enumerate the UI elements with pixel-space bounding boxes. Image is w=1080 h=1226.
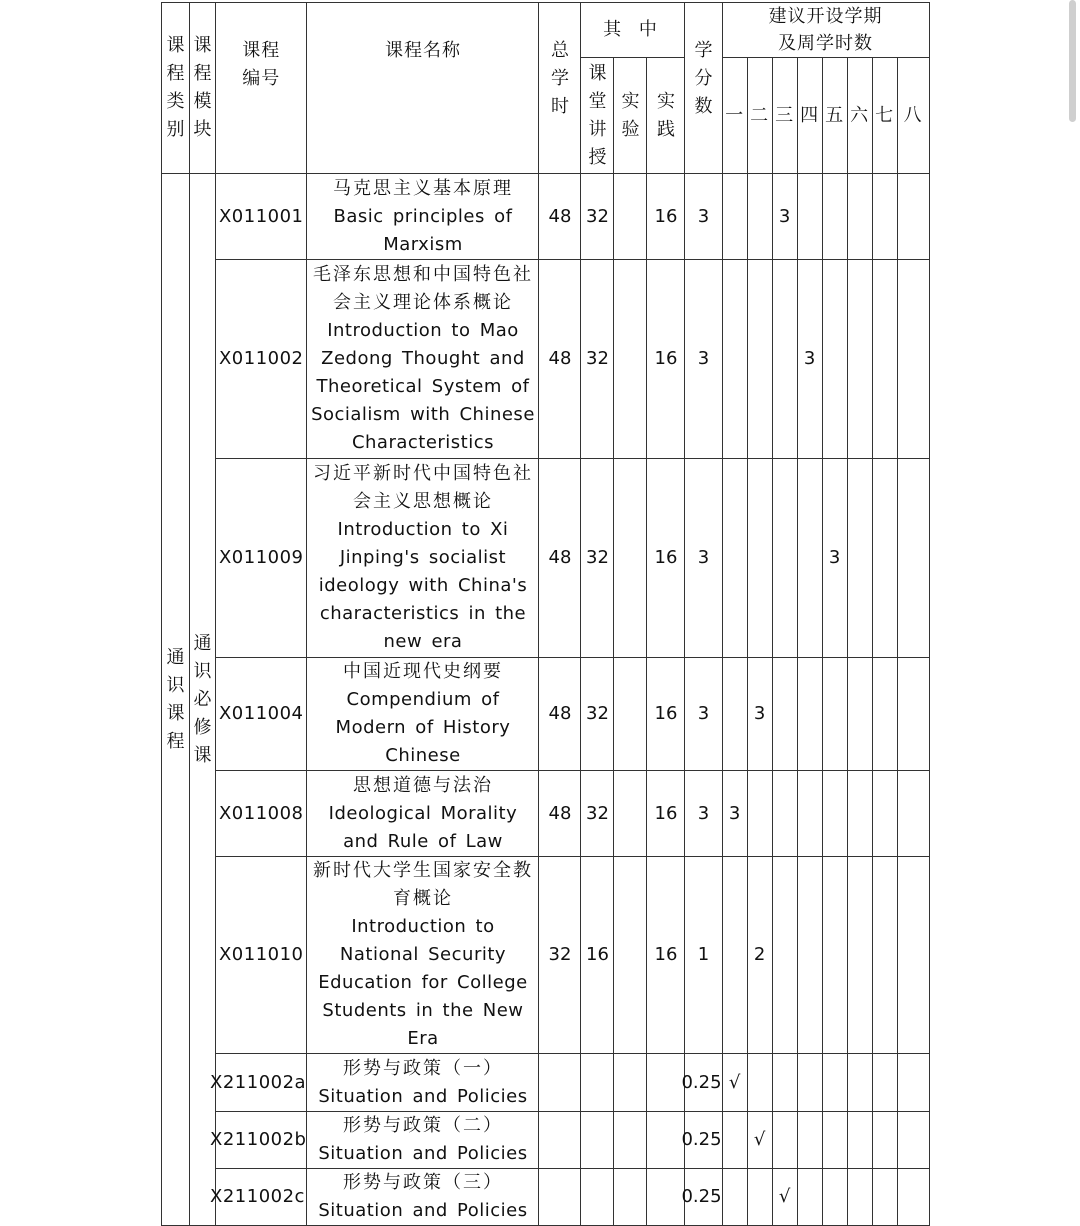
semester-6-hours bbox=[847, 174, 872, 260]
practice-hours bbox=[647, 1169, 685, 1226]
course-code: X011009 bbox=[216, 459, 307, 658]
semester-3-hours: 3 bbox=[772, 174, 797, 260]
course-name bbox=[307, 658, 539, 771]
course-name bbox=[307, 260, 539, 459]
semester-1-hours bbox=[722, 658, 747, 771]
semester-5-hours bbox=[822, 260, 847, 459]
experiment-hours bbox=[614, 174, 647, 260]
table-row bbox=[162, 1169, 930, 1226]
lecture-hours: 32 bbox=[581, 771, 614, 857]
semester-4-hours bbox=[797, 771, 822, 857]
semester-8-hours bbox=[897, 658, 929, 771]
semester-4-hours bbox=[797, 857, 822, 1054]
course-name-en: Compendium of Modern of History Chinese bbox=[335, 689, 511, 766]
table-row bbox=[162, 658, 930, 771]
semester-3-hours: √ bbox=[772, 1169, 797, 1226]
semester-7-hours bbox=[872, 260, 897, 459]
semester-8-hours bbox=[897, 857, 929, 1054]
semester-5-hours bbox=[822, 658, 847, 771]
semester-1-hours bbox=[722, 857, 747, 1054]
semester-6-hours bbox=[847, 1054, 872, 1112]
course-code: X211002c bbox=[216, 1169, 307, 1226]
header-total-hours: 总学时 bbox=[539, 3, 581, 174]
header-name: 课程名称 bbox=[307, 3, 539, 174]
course-name-en: Ideological Morality and Rule of Law bbox=[328, 802, 518, 852]
total-hours: 48 bbox=[539, 260, 581, 459]
table-row bbox=[162, 771, 930, 857]
semester-8-hours bbox=[897, 459, 929, 658]
course-code: X011010 bbox=[216, 857, 307, 1054]
semester-4-hours bbox=[797, 1112, 822, 1169]
header-semester-6: 六 bbox=[847, 58, 872, 174]
course-name-cn: 中国近现代史纲要 bbox=[342, 661, 503, 682]
lecture-hours: 32 bbox=[581, 658, 614, 771]
credits: 0.25 bbox=[685, 1169, 722, 1226]
lecture-hours: 32 bbox=[581, 260, 614, 459]
semester-6-hours bbox=[847, 1112, 872, 1169]
course-code: X011008 bbox=[216, 771, 307, 857]
semester-2-hours: 2 bbox=[747, 857, 772, 1054]
credits: 1 bbox=[685, 857, 722, 1054]
total-hours: 48 bbox=[539, 771, 581, 857]
experiment-hours bbox=[614, 1169, 647, 1226]
total-hours bbox=[539, 1169, 581, 1226]
semester-1-hours bbox=[722, 1169, 747, 1226]
practice-hours: 16 bbox=[647, 260, 685, 459]
course-name-en: Situation and Policies bbox=[318, 1143, 528, 1164]
credits: 3 bbox=[685, 459, 722, 658]
course-name bbox=[307, 857, 539, 1054]
course-name bbox=[307, 1169, 539, 1226]
total-hours bbox=[539, 1054, 581, 1112]
semester-4-hours: 3 bbox=[797, 260, 822, 459]
semester-1-hours bbox=[722, 1112, 747, 1169]
course-name bbox=[307, 174, 539, 260]
semester-7-hours bbox=[872, 857, 897, 1054]
course-name-cn: 习近平新时代中国特色社会主义思想概论 bbox=[312, 463, 533, 512]
practice-hours: 16 bbox=[647, 771, 685, 857]
semester-8-hours bbox=[897, 1169, 929, 1226]
course-name-cn: 思想道德与法治 bbox=[352, 774, 493, 796]
header-semester-2: 二 bbox=[747, 58, 772, 174]
header-experiment: 实验 bbox=[614, 58, 647, 174]
table-row bbox=[162, 260, 930, 459]
semester-7-hours bbox=[872, 459, 897, 658]
semester-6-hours bbox=[847, 459, 872, 658]
course-name-en: Situation and Policies bbox=[318, 1200, 528, 1221]
semester-4-hours bbox=[797, 1054, 822, 1112]
course-name bbox=[307, 1054, 539, 1112]
semester-7-hours bbox=[872, 174, 897, 260]
table-row bbox=[162, 459, 930, 658]
semester-5-hours bbox=[822, 1112, 847, 1169]
header-semester-7: 七 bbox=[872, 58, 897, 174]
semester-2-hours bbox=[747, 260, 772, 459]
table-row bbox=[162, 1112, 930, 1169]
semester-8-hours bbox=[897, 260, 929, 459]
header-practice: 实践 bbox=[647, 58, 685, 174]
course-name-cn: 毛泽东思想和中国特色社会主义理论体系概论 bbox=[312, 264, 533, 313]
credits: 3 bbox=[685, 260, 722, 459]
course-name bbox=[307, 1112, 539, 1169]
semester-7-hours bbox=[872, 1054, 897, 1112]
total-hours: 48 bbox=[539, 658, 581, 771]
header-code: 课程编号 bbox=[216, 3, 307, 174]
header-module: 课程模块 bbox=[190, 3, 216, 174]
semester-7-hours bbox=[872, 771, 897, 857]
semester-6-hours bbox=[847, 771, 872, 857]
course-name-en: Basic principles of Marxism bbox=[333, 205, 513, 255]
practice-hours bbox=[647, 1054, 685, 1112]
lecture-hours bbox=[581, 1169, 614, 1226]
semester-3-hours bbox=[772, 1054, 797, 1112]
semester-3-hours bbox=[772, 1112, 797, 1169]
semester-2-hours bbox=[747, 174, 772, 260]
semester-4-hours bbox=[797, 1169, 822, 1226]
semester-8-hours bbox=[897, 174, 929, 260]
course-name-en: Introduction to National Security Education for College Students in the New Era bbox=[318, 916, 528, 1049]
semester-7-hours bbox=[872, 1169, 897, 1226]
semester-8-hours bbox=[897, 1054, 929, 1112]
table-row bbox=[162, 857, 930, 1054]
semester-6-hours bbox=[847, 857, 872, 1054]
semester-6-hours bbox=[847, 658, 872, 771]
semester-6-hours bbox=[847, 1169, 872, 1226]
course-name bbox=[307, 459, 539, 658]
semester-2-hours: √ bbox=[747, 1112, 772, 1169]
lecture-hours: 32 bbox=[581, 174, 614, 260]
course-code: X011004 bbox=[216, 658, 307, 771]
course-name-en: Situation and Policies bbox=[318, 1085, 528, 1107]
semester-1-hours bbox=[722, 174, 747, 260]
course-name bbox=[307, 771, 539, 857]
experiment-hours bbox=[614, 459, 647, 658]
header-semester-3: 三 bbox=[772, 58, 797, 174]
module-cell: 通识必修课 bbox=[190, 174, 216, 1226]
header-of-which: 其 中 bbox=[581, 3, 685, 58]
semester-4-hours bbox=[797, 459, 822, 658]
semester-3-hours bbox=[772, 658, 797, 771]
course-name-en: Introduction to Xi Jinping's socialist ideology with China's characteristics in the new era bbox=[318, 519, 528, 652]
practice-hours: 16 bbox=[647, 174, 685, 260]
experiment-hours bbox=[614, 771, 647, 857]
semester-5-hours bbox=[822, 174, 847, 260]
experiment-hours bbox=[614, 260, 647, 459]
semester-3-hours bbox=[772, 771, 797, 857]
course-code: X011002 bbox=[216, 260, 307, 459]
category-cell: 通识课程 bbox=[162, 174, 190, 1226]
credits: 0.25 bbox=[685, 1054, 722, 1112]
course-name-cn: 马克思主义基本原理 bbox=[332, 177, 513, 199]
semester-8-hours bbox=[897, 771, 929, 857]
credits: 3 bbox=[685, 174, 722, 260]
semester-4-hours bbox=[797, 174, 822, 260]
experiment-hours bbox=[614, 857, 647, 1054]
header-semester-4: 四 bbox=[797, 58, 822, 174]
semester-3-hours bbox=[772, 857, 797, 1054]
total-hours: 32 bbox=[539, 857, 581, 1054]
total-hours bbox=[539, 1112, 581, 1169]
course-name-en: Introduction to Mao Zedong Thought and Theoretical System of Socialism with Chinese Characteristics bbox=[311, 320, 535, 453]
semester-2-hours bbox=[747, 459, 772, 658]
semester-2-hours bbox=[747, 1054, 772, 1112]
credits: 3 bbox=[685, 771, 722, 857]
semester-2-hours: 3 bbox=[747, 658, 772, 771]
semester-5-hours bbox=[822, 857, 847, 1054]
header-semester-5: 五 bbox=[822, 58, 847, 174]
lecture-hours: 16 bbox=[581, 857, 614, 1054]
course-name-cn: 新时代大学生国家安全教育概论 bbox=[312, 860, 533, 909]
semester-4-hours bbox=[797, 658, 822, 771]
semester-5-hours bbox=[822, 771, 847, 857]
semester-2-hours bbox=[747, 771, 772, 857]
credits: 3 bbox=[685, 658, 722, 771]
scrollbar[interactable] bbox=[1069, 0, 1076, 122]
header-category: 课程类别 bbox=[162, 3, 190, 174]
header-semester-8: 八 bbox=[897, 58, 929, 174]
course-name-cn: 形势与政策（二） bbox=[342, 1115, 503, 1136]
semester-1-hours bbox=[722, 459, 747, 658]
practice-hours bbox=[647, 1112, 685, 1169]
practice-hours: 16 bbox=[647, 658, 685, 771]
semester-8-hours bbox=[897, 1112, 929, 1169]
header-credits: 学分数 bbox=[685, 3, 722, 174]
table-row bbox=[162, 174, 930, 260]
semester-7-hours bbox=[872, 1112, 897, 1169]
semester-1-hours bbox=[722, 260, 747, 459]
total-hours: 48 bbox=[539, 174, 581, 260]
total-hours: 48 bbox=[539, 459, 581, 658]
semester-5-hours bbox=[822, 1169, 847, 1226]
course-name-cn: 形势与政策（一） bbox=[342, 1057, 503, 1079]
course-name-cn: 形势与政策（三） bbox=[342, 1172, 503, 1193]
header-semester-1: 一 bbox=[722, 58, 747, 174]
experiment-hours bbox=[614, 1112, 647, 1169]
semester-2-hours bbox=[747, 1169, 772, 1226]
experiment-hours bbox=[614, 1054, 647, 1112]
lecture-hours bbox=[581, 1112, 614, 1169]
semester-5-hours: 3 bbox=[822, 459, 847, 658]
practice-hours: 16 bbox=[647, 857, 685, 1054]
header-lecture: 课堂讲授 bbox=[581, 58, 614, 174]
credits: 0.25 bbox=[685, 1112, 722, 1169]
semester-5-hours bbox=[822, 1054, 847, 1112]
semester-3-hours bbox=[772, 459, 797, 658]
curriculum-table bbox=[161, 2, 930, 1226]
course-code: X011001 bbox=[216, 174, 307, 260]
header-semester-title: 建议开设学期 及周学时数 bbox=[722, 3, 929, 58]
course-code: X211002a bbox=[216, 1054, 307, 1112]
table-row bbox=[162, 1054, 930, 1112]
semester-7-hours bbox=[872, 658, 897, 771]
semester-1-hours: 3 bbox=[722, 771, 747, 857]
experiment-hours bbox=[614, 658, 647, 771]
semester-1-hours: √ bbox=[722, 1054, 747, 1112]
semester-3-hours bbox=[772, 260, 797, 459]
lecture-hours bbox=[581, 1054, 614, 1112]
practice-hours: 16 bbox=[647, 459, 685, 658]
course-code: X211002b bbox=[216, 1112, 307, 1169]
semester-6-hours bbox=[847, 260, 872, 459]
lecture-hours: 32 bbox=[581, 459, 614, 658]
